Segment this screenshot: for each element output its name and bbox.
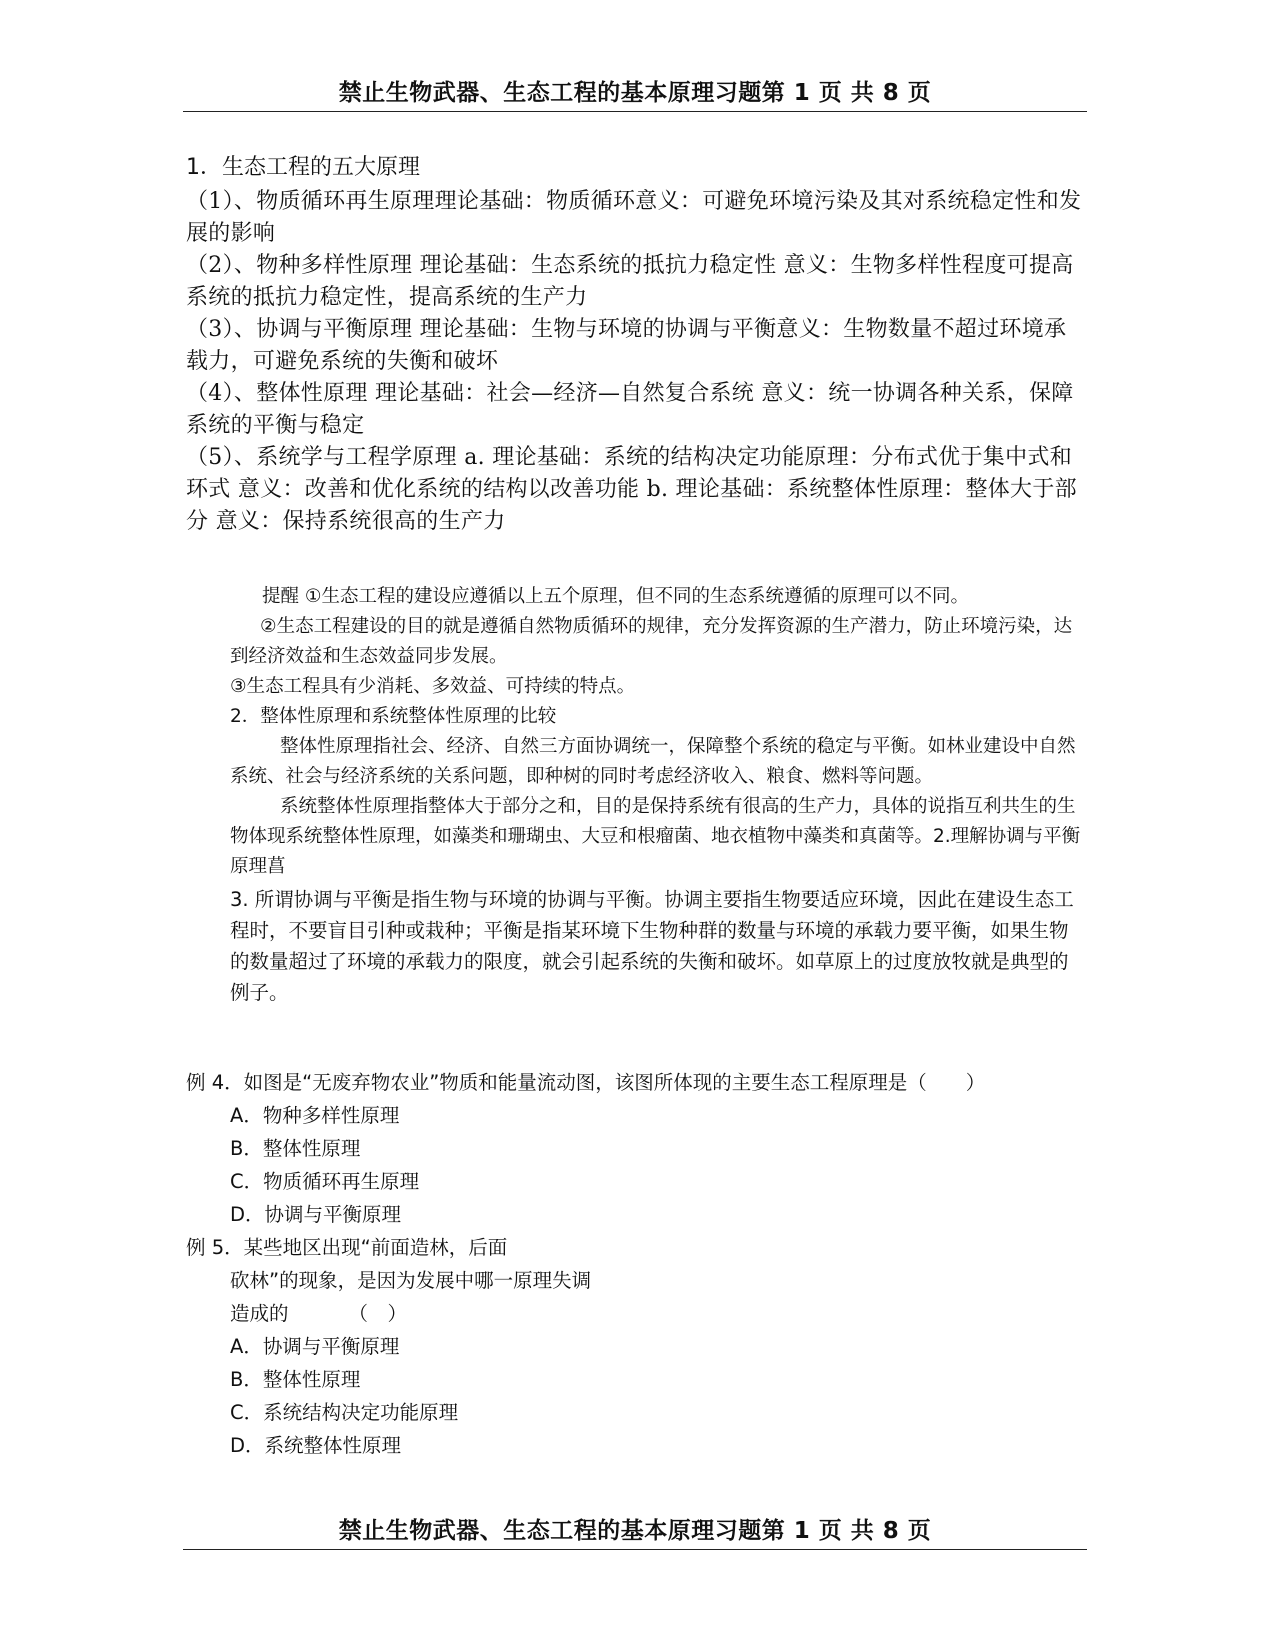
paragraph-system-holism: 系统整体性原理指整体大于部分之和，目的是保持系统有很高的生产力，具体的说指互利共生的生物体现系统整体性原理，如藻类和珊瑚虫、大豆和根瘤菌、地衣植物中藻类和真菌等。2.理解协调与平衡原理菖 [230,796,1081,877]
example-4-option-a: A．物种多样性原理 [230,1104,400,1127]
principle-5: （5）、系统学与工程学原理 a. 理论基础：系统的结构决定功能原理：分布式优于集中式和环式 意义：改善和优化系统的结构以改善功能 b. 理论基础：系统整体性原理：整体大于部分 意义：保持系统很高的生产力 [186,445,1077,534]
paragraph-coordination: 3. 所谓协调与平衡是指生物与环境的协调与平衡。协调主要指生物要适应环境，因此在建设生态工程时，不要盲目引种或栽种；平衡是指某环境下生物种群的数量与环境的承载力要平衡，如果生物的数量超过了环境的承载力的限度，就会引起系统的失衡和破坏。如草原上的过度放牧就是典型的例子。 [230,888,1074,1004]
example-5-question-line3 [186,1297,1086,1330]
principle-1: （1）、物质循环再生原理理论基础：物质循环意义：可避免环境污染及其对系统稳定性和发展的影响 [186,189,1082,246]
page-header: 禁止生物武器、生态工程的基本原理习题第 1 页 共 8 页 [183,74,1087,112]
answer-parentheses: （ ） [348,1302,408,1325]
section-notes [230,582,1086,1008]
principle-4: （4）、整体性原理 理论基础：社会—经济—自然复合系统 意义：统一协调各种关系，保障系统的平衡与稳定 [186,381,1074,438]
section-five-principles [186,152,1086,538]
example-5-question-line1: 例 5．某些地区出现“前面造林，后面 [186,1236,508,1259]
tip-1: 提醒 ①生态工程的建设应遵循以上五个原理，但不同的生态系统遵循的原理可以不同。 [262,586,969,607]
tip-2: ②生态工程建设的目的就是遵循自然物质循环的规律，充分发挥资源的生产潜力，防止环境污染，达到经济效益和生态效益同步发展。 [230,616,1073,667]
paragraph-holism: 整体性原理指社会、经济、自然三方面协调统一，保障整个系统的稳定与平衡。如林业建设中自然系统、社会与经济系统的关系问题，即种树的同时考虑经济收入、粮食、燃料等问题。 [230,736,1076,787]
example-4-option-c: C．物质循环再生原理 [230,1170,420,1193]
principle-2: （2）、物种多样性原理 理论基础：生态系统的抵抗力稳定性 意义：生物多样性程度可提高系统的抵抗力稳定性，提高系统的生产力 [186,253,1074,310]
principle-3: （3）、协调与平衡原理 理论基础：生物与环境的协调与平衡意义：生物数量不超过环境承载力，可避免系统的失衡和破坏 [186,317,1067,374]
tip-3: ③生态工程具有少消耗、多效益、可持续的特点。 [230,676,636,697]
example-4-option-b: B．整体性原理 [230,1137,361,1160]
examples [186,1066,1086,1462]
example-4-option-d: D．协调与平衡原理 [230,1203,402,1226]
section-title: 1．生态工程的五大原理 [186,155,420,180]
example-5-option-a: A．协调与平衡原理 [230,1335,400,1358]
heading-comparison: 2．整体性原理和系统整体性原理的比较 [230,706,557,727]
example-5-line3-text: 造成的 [230,1302,289,1325]
example-5-option-d: D．系统整体性原理 [230,1434,402,1457]
page-footer: 禁止生物武器、生态工程的基本原理习题第 1 页 共 8 页 [183,1512,1087,1550]
example-4-question: 例 4．如图是“无废弃物农业”物质和能量流动图，该图所体现的主要生态工程原理是（ ） [186,1071,986,1094]
example-5-option-b: B．整体性原理 [230,1368,361,1391]
example-5-question-line2: 砍林”的现象，是因为发展中哪一原理失调 [230,1269,592,1292]
example-5-option-c: C．系统结构决定功能原理 [230,1401,459,1424]
